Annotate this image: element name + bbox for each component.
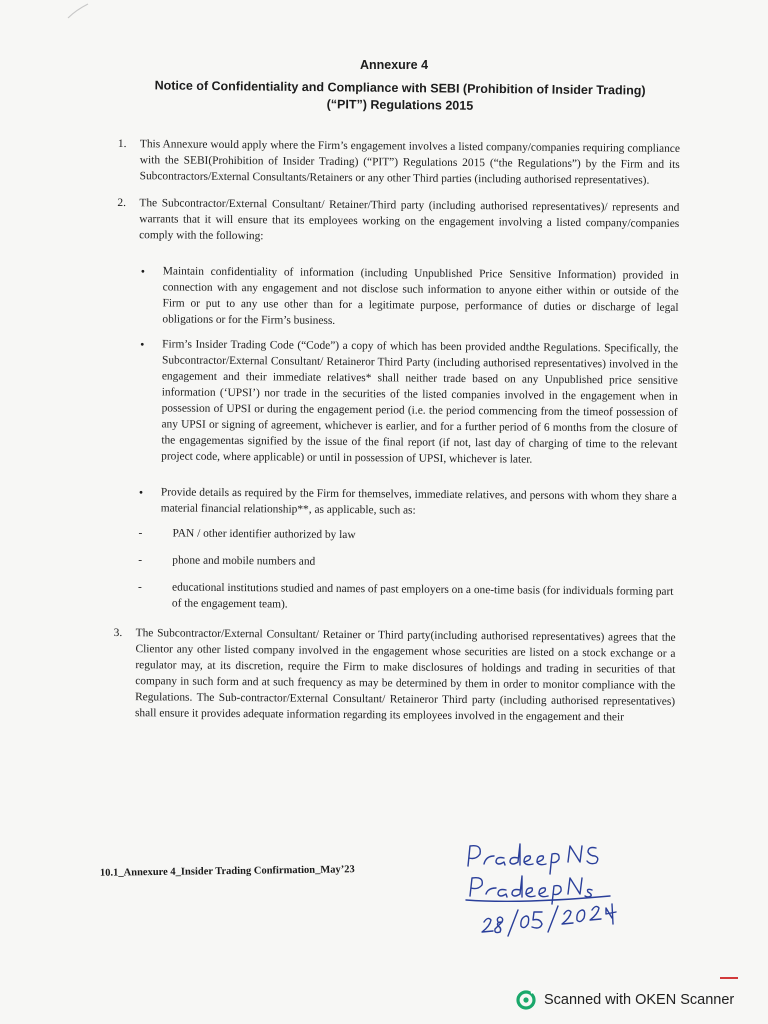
corner-scan-artifact bbox=[64, 0, 94, 22]
bullet-dot-icon: • bbox=[140, 337, 145, 352]
bullet-item-insider-trading-code bbox=[115, 336, 678, 469]
dash-item-education bbox=[114, 579, 676, 616]
notice-title: Notice of Confidentiality and Compliance with SEBI (Prohibition of Insider Trading) (“PIT”) Regulations 2015 bbox=[154, 78, 646, 113]
scanner-label: Scanned with OKEN Scanner bbox=[544, 992, 735, 1008]
paragraph-text: This Annexure would apply where the Firm’s engagement involves a listed company/companies requiring compliance with the SEBI(Prohibition of Insider Trading) (“PIT”) Regulations 2015 (“the Regulations”) by the Firm and its Subcontractors/External Consultants/Retainers or any other Third parties (including authorised representatives). bbox=[139, 138, 680, 187]
paragraph-number: 2. bbox=[117, 196, 127, 210]
paragraph-number: 3. bbox=[113, 626, 123, 640]
dash-item-phone bbox=[114, 552, 676, 573]
dash-mark-icon: - bbox=[138, 554, 143, 567]
paragraph-text: The Subcontractor/External Consultant/ Retainer/Third party (including authorised representatives)/ represents and warrants that it will ensure that its employees working on the engagement involving a listed company/companies comply with the following: bbox=[139, 197, 680, 243]
red-edge-mark bbox=[720, 977, 738, 979]
dash-text: PAN / other identifier authorized by law bbox=[172, 527, 356, 542]
bullet-text: Maintain confidentiality of information (including Unpublished Price Sensitive Information) provided in connection with any engagement and not disclose such information to anyone either within or outside of the Firm or put to any use other than for a legitimate purpose, performance of duties or discharge of legal obligations or for the Firm’s business. bbox=[162, 265, 679, 327]
footer-document-reference: 10.1_Annexure 4_Insider Trading Confirmation_May’23 bbox=[99, 864, 355, 879]
paragraph-3 bbox=[113, 625, 676, 726]
bullet-text: Provide details as required by the Firm for themselves, immediate relatives, and persons with whom they share a material financial relationship**, as applicable, such as: bbox=[160, 486, 677, 517]
bullet-text: Firm’s Insider Trading Code (“Code”) a copy of which has been provided andthe Regulations. Specifically, the Subcontractor/External Consultant/ Retaineror Third Party (including authorised representatives) involved in the engagement and their immediate relatives* shall neither trade based on any Unpublished price sensitive information (‘UPSI’) nor trade in the securities of the listed companies involved in the engagement when in possession of UPSI or during the engagement period (i.e. the period commencing from the timeof possession of any UPSI or signing of agreement, whichever is earlier, and for a further period of 6 months from the closure of the engagementas signified by the issue of the final report (if not, last day of charging of time to the relevant project code, where applicable) or until in possession of UPSI, whichever is later. bbox=[161, 338, 679, 466]
dash-text: educational institutions studied and names of past employers on a one-time basis (for individuals forming part of the engagement team). bbox=[171, 581, 674, 611]
bullet-dot-icon: • bbox=[140, 264, 146, 279]
handwritten-signature bbox=[460, 838, 640, 948]
dash-item-pan bbox=[114, 525, 676, 546]
paragraph-2 bbox=[117, 195, 679, 248]
document-body bbox=[113, 136, 680, 737]
dash-mark-icon: - bbox=[138, 581, 142, 594]
paragraph-text: The Subcontractor/External Consultant/ Retainer or Third party(including authorised representatives) agrees that the Clientor any other listed company involved in the engagement whose securities are listed on a stock exchange or a regulator may, at its discretion, require the Firm to make disclosures of holdings and trading in securities of that company in such form and at such frequency as may be determined by them in order to monitor compliance with the Regulations. The Sub-contractor/External Consultant/ Retaineror Third party (including authorised representatives) shall ensure it provides adequate information regarding its employees involved in the engagement and their bbox=[134, 627, 676, 724]
bullet-item-provide-details bbox=[115, 484, 677, 521]
scanner-watermark bbox=[516, 990, 734, 1010]
annexure-title: Annexure 4 bbox=[359, 58, 429, 72]
bullet-dot-icon: • bbox=[138, 485, 144, 500]
bullet-item-confidentiality bbox=[116, 263, 679, 332]
dash-text: phone and mobile numbers and bbox=[172, 554, 316, 568]
paragraph-1 bbox=[118, 136, 680, 189]
paragraph-number: 1. bbox=[117, 137, 127, 151]
dash-mark-icon: - bbox=[138, 527, 143, 540]
oken-scanner-logo-icon bbox=[516, 990, 536, 1010]
